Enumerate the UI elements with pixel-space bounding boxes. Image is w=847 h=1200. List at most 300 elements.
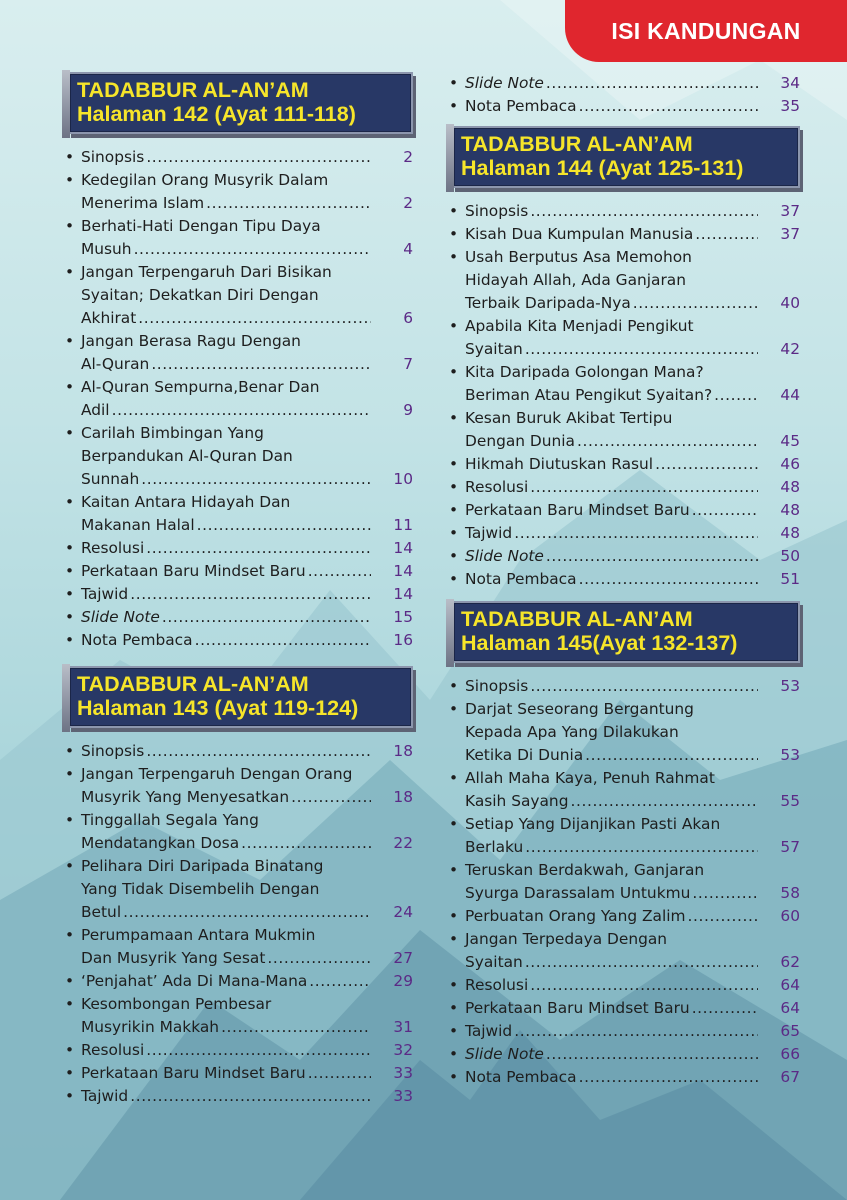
bullet-icon: • xyxy=(65,539,75,557)
section-heading xyxy=(63,662,413,728)
page-number: 53 xyxy=(780,746,800,764)
page-number: 42 xyxy=(780,340,800,358)
toc-list xyxy=(447,675,800,1089)
toc-entry[interactable] xyxy=(447,453,800,476)
entry-text: Perumpamaan Antara Mukmin xyxy=(81,926,316,944)
entry-last-line xyxy=(465,974,800,997)
bullet-icon: • xyxy=(449,976,459,994)
entry-text: Tajwid xyxy=(465,524,513,542)
entry-last-line xyxy=(465,292,800,315)
toc-entry[interactable] xyxy=(63,1039,413,1062)
bullet-icon: • xyxy=(65,1064,75,1082)
entry-last-line xyxy=(465,338,800,361)
entry-text: Hidayah Allah, Ada Ganjaran xyxy=(465,271,686,289)
page-number: 62 xyxy=(780,953,800,971)
toc-entry[interactable] xyxy=(63,422,413,491)
toc-entry[interactable] xyxy=(63,146,413,169)
leader-dots xyxy=(546,1043,758,1066)
page-number: 51 xyxy=(780,570,800,588)
entry-text: Nota Pembaca xyxy=(465,570,577,588)
entry-text: Slide Note xyxy=(465,1045,544,1063)
entry-text: Carilah Bimbingan Yang xyxy=(81,424,264,442)
entry-text: Tajwid xyxy=(465,1022,513,1040)
entry-text: Beriman Atau Pengikut Syaitan? xyxy=(465,386,713,404)
heading-text xyxy=(461,132,743,180)
entry-last-line xyxy=(81,399,413,422)
entry-text: Tinggallah Segala Yang xyxy=(81,811,259,829)
leader-dots xyxy=(530,476,758,499)
entry-last-line xyxy=(81,901,413,924)
leader-dots xyxy=(138,307,371,330)
page-number: 50 xyxy=(780,547,800,565)
page-number: 45 xyxy=(780,432,800,450)
entry-text: Yang Tidak Disembelih Dengan xyxy=(81,880,320,898)
toc-entry[interactable] xyxy=(447,1066,800,1089)
entry-text: Makanan Halal xyxy=(81,516,195,534)
bullet-icon: • xyxy=(449,815,459,833)
entry-last-line xyxy=(465,744,800,767)
page-number: 18 xyxy=(393,742,413,760)
bullet-icon: • xyxy=(65,608,75,626)
toc-entry[interactable] xyxy=(63,809,413,855)
leader-dots xyxy=(130,1085,371,1108)
toc-entry[interactable] xyxy=(63,169,413,215)
leader-dots xyxy=(692,997,758,1020)
entry-text: Darjat Seseorang Bergantung xyxy=(465,700,694,718)
entry-last-line xyxy=(81,146,413,169)
toc-entry[interactable] xyxy=(63,855,413,924)
heading-text xyxy=(77,672,358,720)
entry-text: Kasih Sayang xyxy=(465,792,569,810)
entry-last-line xyxy=(81,583,413,606)
toc-entry[interactable] xyxy=(447,928,800,974)
toc-entry[interactable] xyxy=(63,740,413,763)
bullet-icon: • xyxy=(65,424,75,442)
bullet-icon: • xyxy=(65,378,75,396)
entry-last-line xyxy=(81,353,413,376)
toc-entry[interactable] xyxy=(63,1085,413,1108)
toc-entry[interactable] xyxy=(63,560,413,583)
bullet-icon: • xyxy=(65,811,75,829)
entry-last-line xyxy=(465,223,800,246)
entry-text: ‘Penjahat’ Ada Di Mana-Mana xyxy=(81,972,308,990)
toc-entry[interactable] xyxy=(63,970,413,993)
entry-last-line xyxy=(465,951,800,974)
bullet-icon: • xyxy=(65,742,75,760)
entry-last-line xyxy=(465,790,800,813)
leader-dots xyxy=(525,836,758,859)
entry-last-line xyxy=(465,200,800,223)
leader-dots xyxy=(123,901,371,924)
entry-last-line xyxy=(81,514,413,537)
page-number: 37 xyxy=(780,202,800,220)
entry-last-line xyxy=(81,970,413,993)
toc-entry[interactable] xyxy=(447,200,800,223)
page-number: 58 xyxy=(780,884,800,902)
entry-text: Akhirat xyxy=(81,309,137,327)
toc-column-left xyxy=(63,68,413,1108)
bullet-icon: • xyxy=(449,700,459,718)
page-number: 33 xyxy=(393,1087,413,1105)
leader-dots xyxy=(514,1020,758,1043)
toc-entry[interactable] xyxy=(447,675,800,698)
leader-dots xyxy=(692,882,758,905)
entry-text: Slide Note xyxy=(465,547,544,565)
bullet-icon: • xyxy=(449,501,459,519)
entry-last-line xyxy=(81,740,413,763)
leader-dots xyxy=(577,430,758,453)
bullet-icon: • xyxy=(449,202,459,220)
leader-dots xyxy=(579,568,758,591)
entry-text: Resolusi xyxy=(465,478,529,496)
bullet-icon: • xyxy=(65,585,75,603)
page-number: 60 xyxy=(780,907,800,925)
toc-list xyxy=(63,740,413,1108)
leader-dots xyxy=(695,223,758,246)
section-heading xyxy=(447,122,800,188)
entry-text: Musuh xyxy=(81,240,132,258)
entry-text: Nota Pembaca xyxy=(465,97,577,115)
entry-text: Kedegilan Orang Musyrik Dalam xyxy=(81,171,329,189)
page-number: 15 xyxy=(393,608,413,626)
entry-last-line xyxy=(465,1066,800,1089)
leader-dots xyxy=(221,1016,371,1039)
page-number: 65 xyxy=(780,1022,800,1040)
page-number: 37 xyxy=(780,225,800,243)
entry-text: Sinopsis xyxy=(465,677,529,695)
toc-entry[interactable] xyxy=(447,859,800,905)
page-number: 24 xyxy=(393,903,413,921)
entry-text: Perkataan Baru Mindset Baru xyxy=(465,501,690,519)
toc-entry[interactable] xyxy=(447,1043,800,1066)
entry-text: Resolusi xyxy=(465,976,529,994)
entry-last-line xyxy=(465,384,800,407)
toc-entry[interactable] xyxy=(447,246,800,315)
bullet-icon: • xyxy=(65,217,75,235)
toc-entry[interactable] xyxy=(447,997,800,1020)
leader-dots xyxy=(585,744,758,767)
page-number: 7 xyxy=(403,355,413,373)
page-number: 27 xyxy=(393,949,413,967)
entry-text: Allah Maha Kaya, Penuh Rahmat xyxy=(465,769,715,787)
entry-last-line xyxy=(81,606,413,629)
bullet-icon: • xyxy=(65,1041,75,1059)
leader-dots xyxy=(308,1062,371,1085)
entry-text: Nota Pembaca xyxy=(81,631,193,649)
toc-entry[interactable] xyxy=(447,361,800,407)
entry-text: Dengan Dunia xyxy=(465,432,575,450)
entry-last-line xyxy=(81,1039,413,1062)
entry-text: Hikmah Diutuskan Rasul xyxy=(465,455,654,473)
leader-dots xyxy=(241,832,371,855)
entry-last-line xyxy=(465,675,800,698)
toc-entry[interactable] xyxy=(447,95,800,118)
toc-entry[interactable] xyxy=(63,261,413,330)
bullet-icon: • xyxy=(65,171,75,189)
entry-last-line xyxy=(465,1043,800,1066)
entry-text: Nota Pembaca xyxy=(465,1068,577,1086)
page-number: 64 xyxy=(780,976,800,994)
bullet-icon: • xyxy=(65,972,75,990)
toc-entry[interactable] xyxy=(63,763,413,809)
entry-text: Menerima Islam xyxy=(81,194,205,212)
toc-entry[interactable] xyxy=(63,537,413,560)
page-number: 14 xyxy=(393,562,413,580)
bullet-icon: • xyxy=(449,74,459,92)
bullet-icon: • xyxy=(65,148,75,166)
bullet-icon: • xyxy=(449,1068,459,1086)
leader-dots xyxy=(525,338,758,361)
leader-dots xyxy=(112,399,371,422)
toc-entry[interactable] xyxy=(63,330,413,376)
entry-text: Mendatangkan Dosa xyxy=(81,834,240,852)
leader-dots xyxy=(525,951,758,974)
entry-last-line xyxy=(465,476,800,499)
bullet-icon: • xyxy=(449,1022,459,1040)
entry-text: Sunnah xyxy=(81,470,140,488)
page-number: 48 xyxy=(780,524,800,542)
bullet-icon: • xyxy=(65,332,75,350)
toc-entry[interactable] xyxy=(447,72,800,95)
entry-last-line xyxy=(465,997,800,1020)
toc-entry[interactable] xyxy=(63,606,413,629)
entry-text: Musyrik Yang Menyesatkan xyxy=(81,788,290,806)
entry-last-line xyxy=(81,537,413,560)
toc-entry[interactable] xyxy=(447,905,800,928)
leader-dots xyxy=(546,545,758,568)
leader-dots xyxy=(162,606,371,629)
heading-text xyxy=(77,78,356,126)
entry-text: Apabila Kita Menjadi Pengikut xyxy=(465,317,694,335)
page-number: 53 xyxy=(780,677,800,695)
leader-dots xyxy=(579,1066,758,1089)
toc-entry[interactable] xyxy=(447,407,800,453)
bullet-icon: • xyxy=(65,765,75,783)
entry-last-line xyxy=(81,468,413,491)
bullet-icon: • xyxy=(65,995,75,1013)
page-number: 57 xyxy=(780,838,800,856)
entry-text: Al-Quran Sempurna,Benar Dan xyxy=(81,378,320,396)
leader-dots xyxy=(714,384,758,407)
entry-text: Adil xyxy=(81,401,110,419)
entry-last-line xyxy=(465,499,800,522)
entry-text: Kita Daripada Golongan Mana? xyxy=(465,363,704,381)
entry-last-line xyxy=(81,786,413,809)
bullet-icon: • xyxy=(449,225,459,243)
entry-text: Tajwid xyxy=(81,1087,129,1105)
leader-dots xyxy=(146,146,371,169)
entry-text: Kesan Buruk Akibat Tertipu xyxy=(465,409,673,427)
page-number: 32 xyxy=(393,1041,413,1059)
entry-last-line xyxy=(81,832,413,855)
leader-dots xyxy=(146,1039,371,1062)
bullet-icon: • xyxy=(65,1087,75,1105)
bullet-icon: • xyxy=(449,248,459,266)
toc-entry[interactable] xyxy=(447,568,800,591)
toc-entry[interactable] xyxy=(447,522,800,545)
entry-last-line xyxy=(465,568,800,591)
entry-text: Resolusi xyxy=(81,1041,145,1059)
bullet-icon: • xyxy=(65,493,75,511)
page-number: 67 xyxy=(780,1068,800,1086)
toc-entry[interactable] xyxy=(63,993,413,1039)
page-number: 48 xyxy=(780,501,800,519)
toc-entry[interactable] xyxy=(447,698,800,767)
page-number: 2 xyxy=(403,148,413,166)
section-tab-isi-kandungan: ISI KANDUNGAN xyxy=(565,0,847,62)
heading-title: TADABBUR AL-AN’AM xyxy=(461,132,693,156)
page-number: 55 xyxy=(780,792,800,810)
page-number: 64 xyxy=(780,999,800,1017)
entry-text: Sinopsis xyxy=(81,148,145,166)
bullet-icon: • xyxy=(449,97,459,115)
bullet-icon: • xyxy=(449,478,459,496)
entry-text: Musyrikin Makkah xyxy=(81,1018,220,1036)
toc-entry[interactable] xyxy=(447,974,800,997)
leader-dots xyxy=(570,790,758,813)
entry-text: Sinopsis xyxy=(465,202,529,220)
entry-last-line xyxy=(81,1016,413,1039)
entry-text: Slide Note xyxy=(81,608,160,626)
entry-text: Teruskan Berdakwah, Ganjaran xyxy=(465,861,705,879)
toc-entry[interactable] xyxy=(447,545,800,568)
toc-entry[interactable] xyxy=(447,813,800,859)
bullet-icon: • xyxy=(449,1045,459,1063)
toc-column-right xyxy=(447,72,800,1089)
entry-last-line xyxy=(81,1085,413,1108)
toc-entry[interactable] xyxy=(63,1062,413,1085)
page-number: 35 xyxy=(780,97,800,115)
bullet-icon: • xyxy=(449,570,459,588)
heading-subtitle: Halaman 144 (Ayat 125-131) xyxy=(461,156,744,180)
bullet-icon: • xyxy=(449,999,459,1017)
bullet-icon: • xyxy=(449,930,459,948)
entry-text: Berlaku xyxy=(465,838,524,856)
entry-text: Kaitan Antara Hidayah Dan xyxy=(81,493,291,511)
leader-dots xyxy=(655,453,758,476)
bullet-icon: • xyxy=(449,317,459,335)
bullet-icon: • xyxy=(449,547,459,565)
section-heading xyxy=(447,597,800,663)
page-number: 10 xyxy=(393,470,413,488)
toc-entry[interactable] xyxy=(447,315,800,361)
bullet-icon: • xyxy=(65,857,75,875)
bullet-icon: • xyxy=(449,455,459,473)
toc-entry[interactable] xyxy=(447,767,800,813)
leader-dots xyxy=(267,947,371,970)
page-number: 46 xyxy=(780,455,800,473)
entry-last-line xyxy=(465,522,800,545)
entry-text: Dan Musyrik Yang Sesat xyxy=(81,949,266,967)
leader-dots xyxy=(141,468,371,491)
page-number: 6 xyxy=(403,309,413,327)
entry-text: Slide Note xyxy=(465,74,544,92)
entry-text: Jangan Berasa Ragu Dengan xyxy=(81,332,301,350)
bullet-icon: • xyxy=(65,263,75,281)
leader-dots xyxy=(291,786,371,809)
leader-dots xyxy=(579,95,758,118)
entry-last-line xyxy=(81,238,413,261)
entry-last-line xyxy=(81,947,413,970)
leader-dots xyxy=(134,238,371,261)
entry-text: Ketika Di Dunia xyxy=(465,746,584,764)
leader-dots xyxy=(546,72,758,95)
leader-dots xyxy=(530,200,758,223)
leader-dots xyxy=(514,522,758,545)
entry-text: Kepada Apa Yang Dilakukan xyxy=(465,723,679,741)
page-number: 31 xyxy=(393,1018,413,1036)
entry-text: Resolusi xyxy=(81,539,145,557)
leader-dots xyxy=(130,583,371,606)
entry-text: Setiap Yang Dijanjikan Pasti Akan xyxy=(465,815,721,833)
toc-entry[interactable] xyxy=(63,583,413,606)
page-number: 34 xyxy=(780,74,800,92)
toc-entry[interactable] xyxy=(63,924,413,970)
toc-entry[interactable] xyxy=(63,629,413,652)
bullet-icon: • xyxy=(449,524,459,542)
page-number: 14 xyxy=(393,585,413,603)
bullet-icon: • xyxy=(65,562,75,580)
toc-entry[interactable] xyxy=(63,491,413,537)
heading-subtitle: Halaman 143 (Ayat 119-124) xyxy=(77,696,359,720)
entry-text: Sinopsis xyxy=(81,742,145,760)
entry-last-line xyxy=(465,1020,800,1043)
page-number: 4 xyxy=(403,240,413,258)
page-number: 9 xyxy=(403,401,413,419)
page-number: 14 xyxy=(393,539,413,557)
page-number: 33 xyxy=(393,1064,413,1082)
page-number: 40 xyxy=(780,294,800,312)
toc-entry[interactable] xyxy=(447,223,800,246)
entry-last-line xyxy=(465,836,800,859)
heading-subtitle: Halaman 142 (Ayat 111-118) xyxy=(77,102,356,126)
toc-entry[interactable] xyxy=(63,215,413,261)
entry-last-line xyxy=(81,192,413,215)
page-number: 44 xyxy=(780,386,800,404)
leader-dots xyxy=(146,740,371,763)
leader-dots xyxy=(633,292,758,315)
entry-text: Syaitan xyxy=(465,340,523,358)
entry-last-line xyxy=(465,905,800,928)
entry-text: Syurga Darassalam Untukmu xyxy=(465,884,691,902)
entry-last-line xyxy=(81,560,413,583)
entry-text: Perkataan Baru Mindset Baru xyxy=(81,562,306,580)
entry-text: Betul xyxy=(81,903,122,921)
heading-subtitle: Halaman 145(Ayat 132-137) xyxy=(461,631,738,655)
toc-entry[interactable] xyxy=(63,376,413,422)
entry-text: Perkataan Baru Mindset Baru xyxy=(465,999,690,1017)
page-number: 18 xyxy=(393,788,413,806)
entry-text: Tajwid xyxy=(81,585,129,603)
entry-text: Al-Quran xyxy=(81,355,150,373)
entry-text: Syaitan; Dekatkan Diri Dengan xyxy=(81,286,319,304)
toc-entry[interactable] xyxy=(447,499,800,522)
toc-entry[interactable] xyxy=(447,476,800,499)
toc-list xyxy=(447,200,800,591)
entry-text: Perkataan Baru Mindset Baru xyxy=(81,1064,306,1082)
leader-dots xyxy=(688,905,758,928)
toc-entry[interactable] xyxy=(447,1020,800,1043)
entry-last-line xyxy=(81,629,413,652)
bullet-icon: • xyxy=(449,907,459,925)
entry-text: Berpandukan Al-Quran Dan xyxy=(81,447,293,465)
entry-text: Pelihara Diri Daripada Binatang xyxy=(81,857,324,875)
heading-text xyxy=(461,607,737,655)
bullet-icon: • xyxy=(449,363,459,381)
entry-last-line xyxy=(465,430,800,453)
bullet-icon: • xyxy=(449,677,459,695)
leader-dots xyxy=(530,974,758,997)
